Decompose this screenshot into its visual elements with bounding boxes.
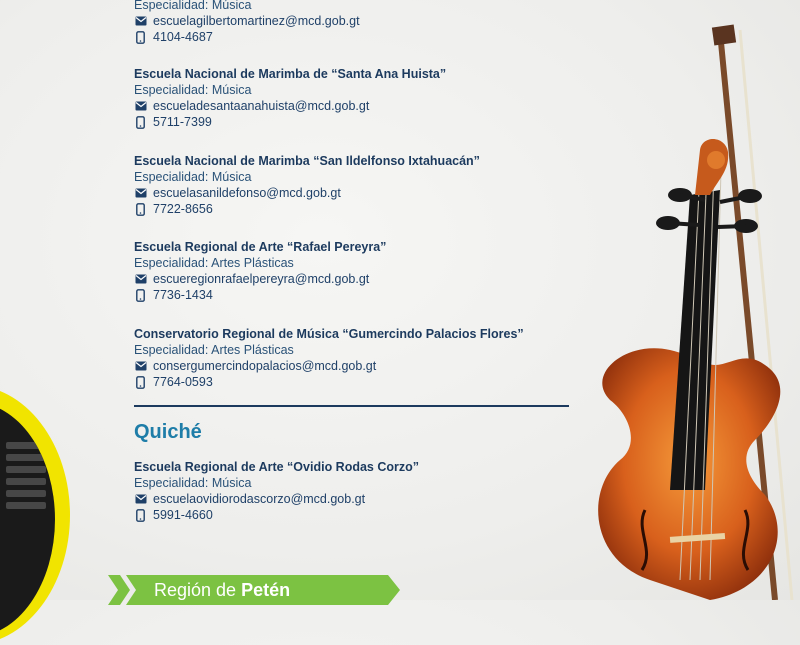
school-specialty: Especialidad: Música <box>134 170 252 184</box>
mobile-phone-icon <box>134 376 147 389</box>
school-email[interactable]: escuelagilbertomartinez@mcd.gob.gt <box>153 14 360 28</box>
school-phone-row <box>134 374 584 390</box>
school-phone[interactable]: 5991-4660 <box>153 508 213 522</box>
school-email-row <box>134 185 584 201</box>
mobile-phone-icon <box>134 289 147 302</box>
school-phone[interactable]: 7736-1434 <box>153 288 213 302</box>
school-specialty: Especialidad: Artes Plásticas <box>134 343 294 357</box>
school-email[interactable]: escueregionrafaelpereyra@mcd.gob.gt <box>153 272 370 286</box>
mobile-phone-icon <box>134 509 147 522</box>
school-name: Escuela Nacional de Marimba de “Santa Ana Huista” <box>134 67 447 81</box>
mobile-phone-icon <box>134 203 147 216</box>
envelope-icon <box>134 273 147 286</box>
school-specialty: Especialidad: Música <box>134 0 252 12</box>
school-phone[interactable]: 7764-0593 <box>153 375 213 389</box>
school-email[interactable]: escuelasanildefonso@mcd.gob.gt <box>153 186 341 200</box>
school-email-row <box>134 271 584 287</box>
envelope-icon <box>134 100 147 113</box>
school-phone-row <box>134 29 584 45</box>
mobile-phone-icon <box>134 116 147 129</box>
section-divider <box>134 405 569 407</box>
envelope-icon <box>134 493 147 506</box>
school-specialty: Especialidad: Música <box>134 83 252 97</box>
school-email-row <box>134 98 584 114</box>
school-phone-row <box>134 507 584 523</box>
school-name: Escuela Nacional de Marimba “San Ildelfonso Ixtahuacán” <box>134 154 480 168</box>
region-banner-label <box>154 580 290 601</box>
school-name: Escuela Regional de Arte “Rafael Pereyra” <box>134 240 387 254</box>
school-email-row <box>134 491 584 507</box>
school-entry <box>134 239 584 303</box>
violin-illustration <box>530 20 800 600</box>
school-phone[interactable]: 7722-8656 <box>153 202 213 216</box>
school-entry <box>134 326 584 390</box>
envelope-icon <box>134 15 147 28</box>
school-email[interactable]: escueladesantaanahuista@mcd.gob.gt <box>153 99 370 113</box>
school-phone-row <box>134 201 584 217</box>
school-email[interactable]: consergumercindopalacios@mcd.gob.gt <box>153 359 377 373</box>
school-email[interactable]: escuelaovidiorodascorzo@mcd.gob.gt <box>153 492 366 506</box>
school-phone-row <box>134 114 584 130</box>
school-name: Conservatorio Regional de Música “Gumercindo Palacios Flores” <box>134 327 524 341</box>
school-entry-partial <box>134 0 584 45</box>
envelope-icon <box>134 187 147 200</box>
school-phone[interactable]: 4104-4687 <box>153 30 213 44</box>
school-email-row <box>134 13 584 29</box>
school-phone-row <box>134 287 584 303</box>
school-entry <box>134 459 584 523</box>
region-banner-prefix: Región de <box>154 580 237 600</box>
school-entry <box>134 153 584 217</box>
region-banner-name: Petén <box>241 580 291 600</box>
school-email-row <box>134 358 584 374</box>
school-entry <box>134 66 584 130</box>
envelope-icon <box>134 360 147 373</box>
school-specialty: Especialidad: Artes Plásticas <box>134 256 294 270</box>
section-title: Quiché <box>134 421 202 443</box>
school-specialty: Especialidad: Música <box>134 476 252 490</box>
school-name: Escuela Regional de Arte “Ovidio Rodas Corzo” <box>134 460 420 474</box>
school-phone[interactable]: 5711-7399 <box>153 115 212 129</box>
mobile-phone-icon <box>134 31 147 44</box>
